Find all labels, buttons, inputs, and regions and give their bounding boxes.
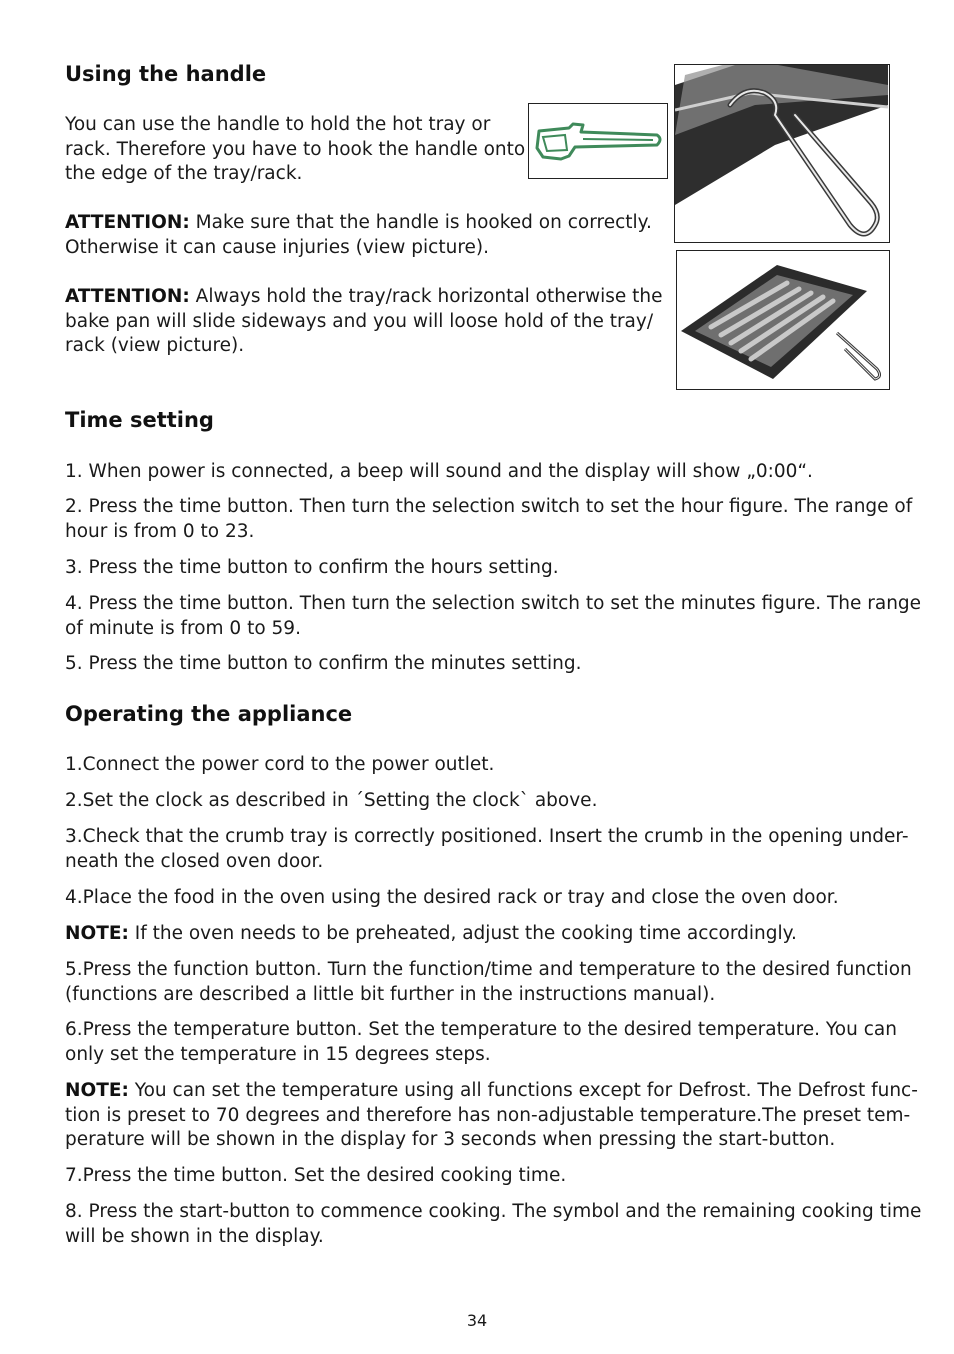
text-line: 1.Connect the power cord to the power outlet. <box>65 754 495 775</box>
text-line: only set the temperature in 15 degrees steps. <box>65 1043 491 1065</box>
text-line: Always hold the tray/rack horizontal otherwise the <box>189 286 663 307</box>
text-line: neath the closed oven door. <box>65 850 324 872</box>
section-heading-operating: Operating the appliance <box>65 702 353 726</box>
text-line: bake pan will slide sideways and you will loose hold of the tray/ <box>65 310 654 332</box>
text-line: the edge of the tray/rack. <box>65 163 303 184</box>
text-line: 2. Press the time button. Then turn the selection switch to set the hour figure. The range of <box>65 496 913 517</box>
text-line: 3.Check that the crumb tray is correctly positioned. Insert the crumb in the opening under- <box>65 826 909 847</box>
attention-horizontal <box>65 285 663 359</box>
tray-with-handle-image <box>676 250 890 390</box>
section-heading-handle: Using the handle <box>65 62 267 86</box>
operating-step <box>65 1018 897 1067</box>
text-line: 4. Press the time button. Then turn the selection switch to set the minutes figure. The range <box>65 593 922 614</box>
time-step <box>65 495 912 544</box>
operating-step <box>65 958 912 1007</box>
text-line: You can set the temperature using all functions except for Defrost. The Defrost func- <box>128 1080 918 1101</box>
time-step <box>65 460 813 485</box>
text-line: 1. When power is connected, a beep will sound and the display will show „0:00“. <box>65 461 813 482</box>
text-line: rack (view picture). <box>65 335 245 356</box>
handle-hooked-on-tray-image <box>674 64 890 243</box>
text-line: 4.Place the food in the oven using the desired rack or tray and close the oven door. <box>65 887 839 908</box>
text-line: 3. Press the time button to confirm the hours setting. <box>65 557 559 578</box>
text-line: If the oven needs to be preheated, adjust the cooking time accordingly. <box>128 923 797 944</box>
text-line: rack. Therefore you have to hook the handle onto <box>65 138 526 160</box>
operating-step <box>65 1164 566 1189</box>
text-line: (functions are described a little bit further in the instructions manual). <box>65 983 716 1005</box>
text-line: of minute is from 0 to 59. <box>65 617 301 639</box>
text-line: Make sure that the handle is hooked on correctly. <box>189 212 652 233</box>
text-line: 6.Press the temperature button. Set the temperature to the desired temperature. You can <box>65 1019 897 1040</box>
note-label: NOTE: <box>65 1080 129 1101</box>
time-step <box>65 592 921 641</box>
attention-label: ATTENTION: <box>65 212 190 233</box>
text-line: will be shown in the display. <box>65 1225 324 1247</box>
text-line: hour is from 0 to 23. <box>65 520 255 542</box>
text-line: 7.Press the time button. Set the desired cooking time. <box>65 1165 567 1186</box>
operating-step <box>65 1200 921 1249</box>
note <box>65 1079 918 1153</box>
operating-step <box>65 886 839 911</box>
time-step <box>65 556 559 581</box>
text-line: perature will be shown in the display for 3 seconds when pressing the start-button. <box>65 1129 836 1150</box>
text-line: You can use the handle to hold the hot tray or <box>65 114 491 135</box>
operating-step <box>65 753 494 778</box>
note <box>65 922 797 947</box>
text-line: Otherwise it can cause injuries (view picture). <box>65 236 490 258</box>
handle-intro <box>65 113 525 187</box>
text-line: 8. Press the start-button to commence cooking. The symbol and the remaining cooking time <box>65 1201 922 1222</box>
page-number: 34 <box>466 1311 488 1330</box>
note-label: NOTE: <box>65 923 129 944</box>
text-line: tion is preset to 70 degrees and therefore has non-adjustable temperature.The preset tem- <box>65 1104 911 1126</box>
text-line: 2.Set the clock as described in ´Setting the clock` above. <box>65 790 598 811</box>
operating-step <box>65 825 909 874</box>
attention-label: ATTENTION: <box>65 286 190 307</box>
text-line: 5.Press the function button. Turn the function/time and temperature to the desired function <box>65 959 912 980</box>
operating-step <box>65 789 597 814</box>
time-step <box>65 652 581 677</box>
handle-icon <box>528 103 668 179</box>
section-heading-time: Time setting <box>65 408 214 432</box>
text-line: 5. Press the time button to confirm the minutes setting. <box>65 653 582 674</box>
attention-correct-hooking <box>65 211 652 260</box>
